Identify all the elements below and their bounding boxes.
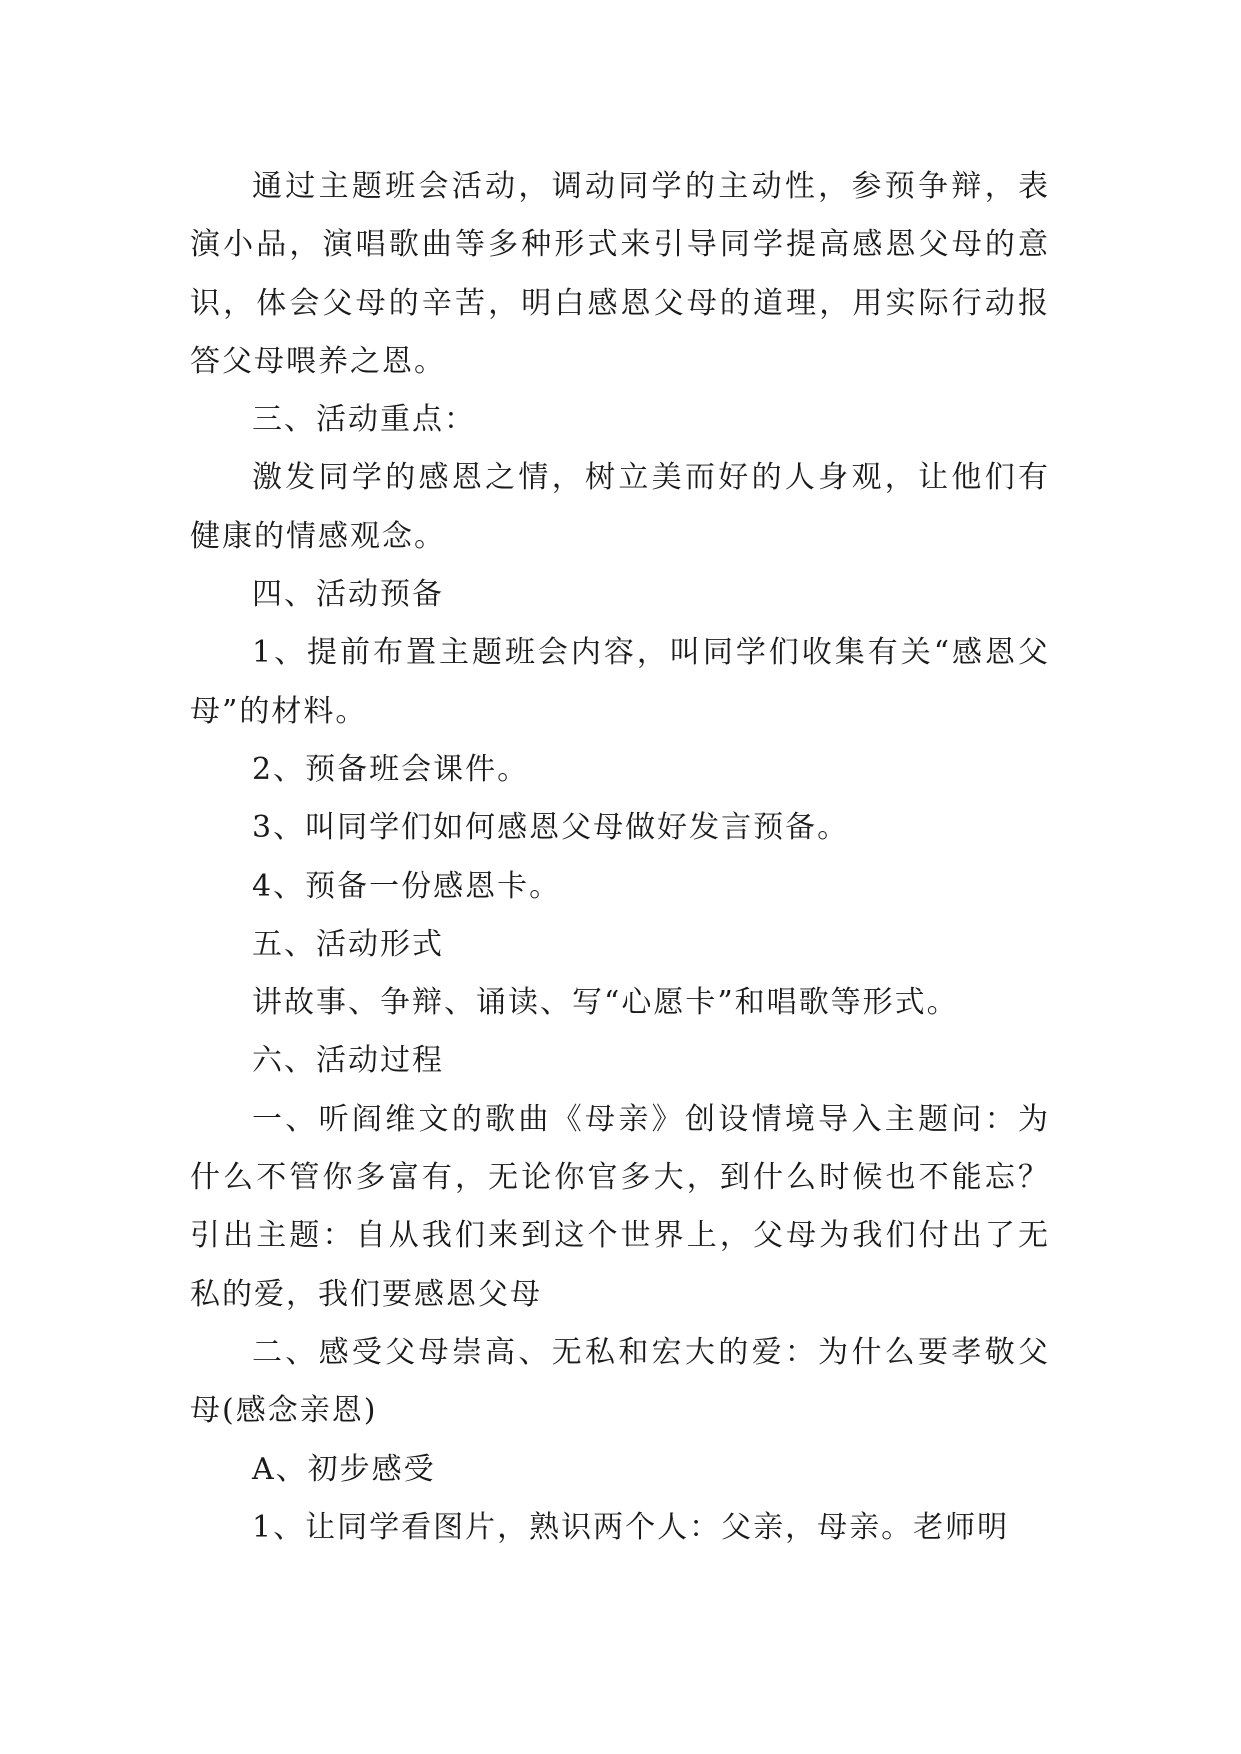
list-item-prep-1: 1、提前布置主题班会内容，叫同学们收集有关“感恩父母”的材料。 (190, 635, 1050, 729)
paragraph-process-1: 一、听阎维文的歌曲《母亲》创设情境导入主题问：为什么不管你多富有，无论你官多大，到什么时候也不能忘？引出主题：自从我们来到这个世界上，父母为我们付出了无私的爱，我们要感恩父母 (190, 1101, 1050, 1312)
list-item-feeling-1: 1、让同学看图片，熟识两个人：父亲，母亲。老师明 (252, 1509, 1010, 1545)
paragraph-form: 讲故事、争辩、诵读、写“心愿卡”和唱歌等形式。 (252, 985, 959, 1021)
paragraph-purpose: 通过主题班会活动，调动同学的主动性，参预争辩，表演小品，演唱歌曲等多种形式来引导同学提高感恩父母的意识，体会父母的辛苦，明白感恩父母的道理，用实际行动报答父母喂养之恩。 (190, 169, 1050, 379)
subheading-initial-feeling: A、初步感受 (252, 1451, 436, 1487)
heading-preparation: 四、活动预备 (252, 577, 444, 613)
list-item-prep-4: 4、预备一份感恩卡。 (252, 868, 562, 904)
paragraph-process-2: 二、感受父母崇高、无私和宏大的爱：为什么要孝敬父母(感念亲恩) (190, 1334, 1050, 1429)
list-item-prep-3: 3、叫同学们如何感恩父母做好发言预备。 (252, 810, 850, 846)
paragraph-focus: 激发同学的感恩之情，树立美而好的人身观，让他们有健康的情感观念。 (190, 460, 1050, 554)
list-item-prep-2: 2、预备班会课件。 (252, 751, 530, 787)
heading-activity-process: 六、活动过程 (252, 1043, 444, 1079)
document-body (190, 158, 1050, 1557)
heading-activity-focus: 三、活动重点： (252, 402, 476, 438)
heading-activity-form: 五、活动形式 (252, 926, 444, 962)
